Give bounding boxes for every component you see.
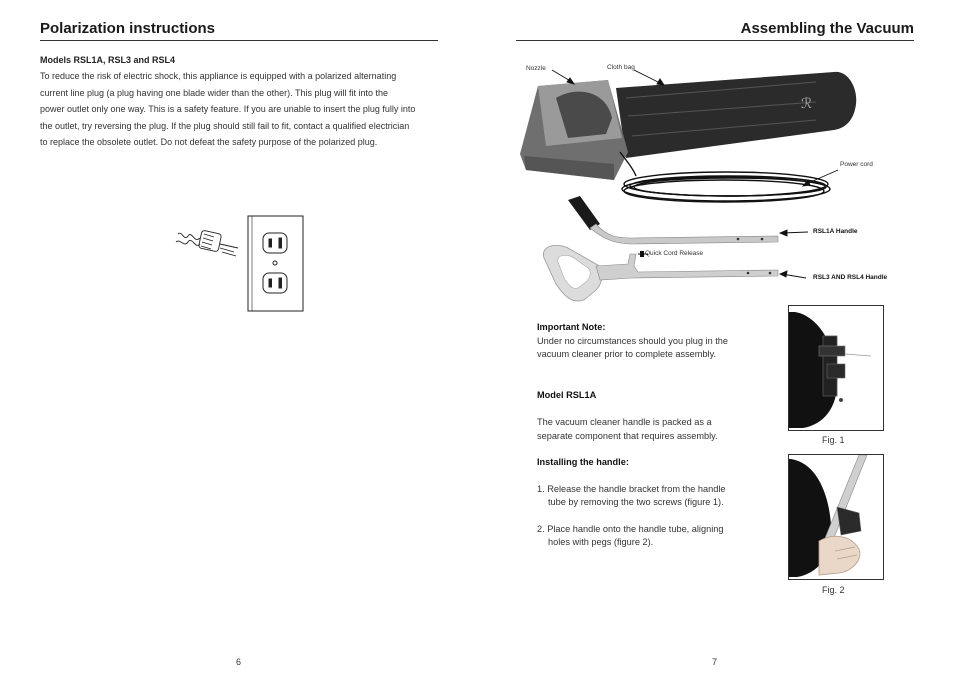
rsl1a-handle-label: RSL1A Handle [813, 228, 858, 235]
right-page-title: Assembling the Vacuum [740, 20, 914, 37]
important-note-line: vacuum cleaner prior to complete assembly. [537, 349, 717, 359]
figure-1-caption: Fig. 1 [822, 435, 845, 445]
installing-heading: Installing the handle: [537, 457, 629, 467]
left-page-title: Polarization instructions [40, 20, 216, 37]
paragraph-line: current line plug (a plug having one blade wider than the other). This plug will fit into the [40, 87, 389, 98]
figure-2-caption: Fig. 2 [822, 585, 845, 595]
nozzle-label: Nozzle [526, 65, 546, 72]
important-note-line: Under no circumstances should you plug in the [537, 335, 729, 346]
figure-1-image [788, 305, 884, 431]
right-page-number: 7 [712, 657, 718, 667]
left-page-number: 6 [236, 657, 242, 667]
important-note-heading: Important Note: [537, 322, 606, 332]
step-1-line: 1. Release the handle bracket from the handle [537, 483, 726, 494]
plug-outlet-illustration [170, 212, 310, 314]
quick-cord-release-label: Quick Cord Release [645, 250, 704, 257]
step-1-line: tube by removing the two screws (figure 1). [548, 497, 724, 507]
paragraph-line: to replace the obsolete outlet. Do not defeat the safety purpose of the polarized plug. [40, 137, 378, 148]
rsl3-rsl4-handle-label: RSL3 AND RSL4 Handle [813, 274, 888, 281]
cloth-bag-label: Cloth bag [607, 64, 635, 71]
models-subheading: Models RSL1A, RSL3 and RSL4 [40, 55, 176, 65]
right-title-rule [516, 40, 914, 41]
nozzle-image [520, 80, 628, 180]
paragraph-line: the outlet, try reversing the plug. If the plug should still fail to fit, contact a qualified electrician [40, 120, 410, 131]
assembly-instructions [537, 321, 767, 550]
vacuum-parts-illustration [516, 58, 916, 308]
cloth-bag-image [616, 72, 856, 158]
model-heading: Model RSL1A [537, 389, 597, 400]
svg-text:ℛ: ℛ [801, 97, 813, 112]
wall-outlet-icon [248, 216, 303, 311]
step-2-line: 2. Place handle onto the handle tube, aligning [537, 523, 724, 534]
rsl1a-handle-image [568, 196, 778, 244]
figure-2-image [788, 454, 884, 580]
paragraph-line: To reduce the risk of electric shock, this appliance is equipped with a polarized alternating [40, 71, 397, 81]
polarization-paragraph [40, 68, 450, 151]
paragraph-line: power outlet only one way. This is a safety feature. If you are unable to insert the plug fully into [40, 104, 416, 115]
model-text-line: separate component that requires assembly. [537, 430, 718, 441]
power-cord-image [620, 152, 830, 202]
polarized-plug-icon [176, 230, 238, 256]
step-2-line: holes with pegs (figure 2). [548, 537, 654, 547]
model-text-line: The vacuum cleaner handle is packed as a [537, 417, 712, 427]
power-cord-label: Power cord [840, 161, 873, 168]
left-title-rule [40, 40, 438, 41]
